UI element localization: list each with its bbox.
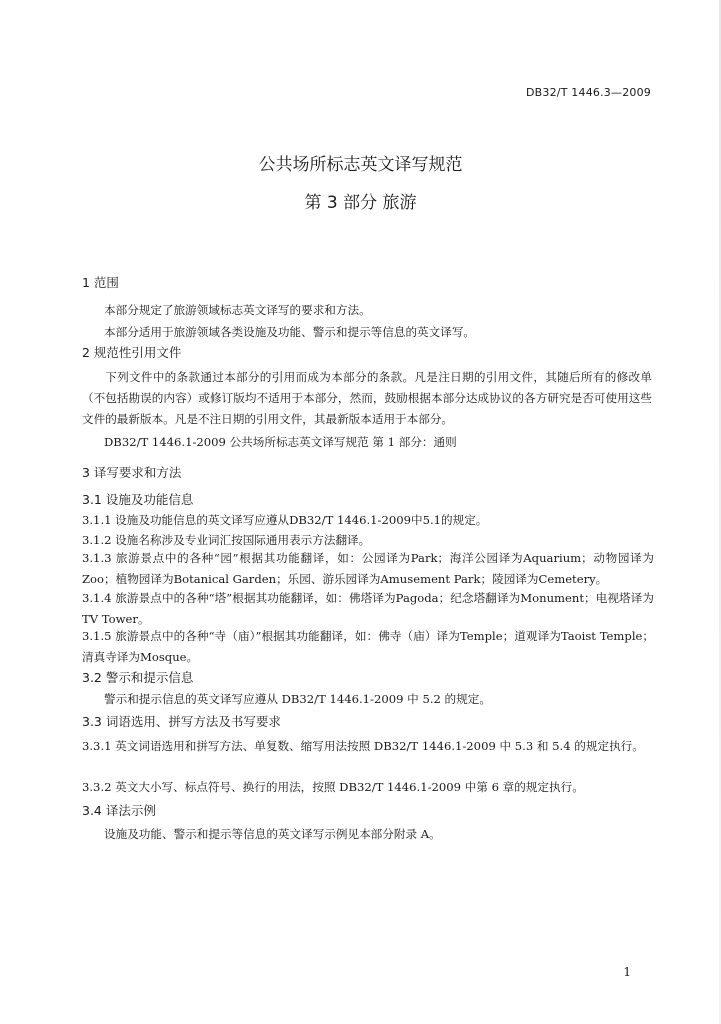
- clause-3-1-3: 3.1.3 旅游景点中的各种“园”根据其功能翻译，如：公园译为Park；海洋公园译为Aquarium；动物园译为Zoo；植物园译为Botanical Garden；乐园、游乐园译为Amusement Park；陵园译为Cemetery。: [82, 551, 654, 586]
- section-3-2-heading: 3.2 警示和提示信息: [82, 670, 194, 685]
- section-2-reference: DB32/T 1446.1-2009 公共场所标志英文译写规范 第 1 部分：通则: [104, 435, 457, 449]
- document-subtitle: 第 3 部分 旅游: [304, 193, 417, 213]
- section-3-1-heading: 3.1 设施及功能信息: [82, 492, 194, 507]
- section-3-4-heading: 3.4 译法示例: [82, 803, 156, 818]
- clause-3-1-5: 3.1.5 旅游景点中的各种“寺（庙）”根据其功能翻译，如：佛寺（庙）译为Temple；道观译为Taoist Temple；清真寺译为Mosque。: [82, 629, 654, 664]
- section-1-paragraph-1: 本部分规定了旅游领域标志英文译写的要求和方法。: [104, 303, 371, 317]
- page-number: 1: [623, 965, 631, 979]
- clause-3-3-1: 3.3.1 英文词语选用和拼写方法、单复数、缩写用法按照 DB32/T 1446.1-2009 中 5.3 和 5.4 的规定执行。: [82, 739, 644, 753]
- clause-3-1-2: 3.1.2 设施名称涉及专业词汇按国际通用表示方法翻译。: [82, 533, 371, 547]
- section-3-heading: 3 译写要求和方法: [82, 465, 182, 480]
- section-3-3-heading: 3.3 词语选用、拼写方法及书写要求: [82, 714, 281, 729]
- clause-3-3-2: 3.3.2 英文大小写、标点符号、换行的用法，按照 DB32/T 1446.1-2009 中第 6 章的规定执行。: [82, 780, 584, 794]
- document-id: DB32/T 1446.3—2009: [525, 86, 651, 99]
- clause-3-1-1: 3.1.1 设施及功能信息的英文译写应遵从DB32/T 1446.1-2009中5.1的规定。: [82, 513, 488, 527]
- section-2-paragraph-1: 下列文件中的条款通过本部分的引用而成为本部分的条款。凡是注日期的引用文件，其随后所有的修改单（不包括勘误的内容）或修订版均不适用于本部分，然而，鼓励根据本部分达成协议的各方研究是否可使用这些文件的最新版本。凡是不注日期的引用文件，其最新版本适用于本部分。: [82, 370, 652, 426]
- section-2-heading: 2 规范性引用文件: [82, 345, 182, 360]
- document-title: 公共场所标志英文译写规范: [258, 155, 463, 175]
- section-1-heading: 1 范围: [82, 275, 119, 290]
- section-1-paragraph-2: 本部分适用于旅游领域各类设施及功能、警示和提示等信息的英文译写。: [104, 325, 476, 339]
- section-3-4-paragraph: 设施及功能、警示和提示等信息的英文译写示例见本部分附录 A。: [104, 827, 441, 841]
- clause-3-1-4: 3.1.4 旅游景点中的各种“塔”根据其功能翻译，如：佛塔译为Pagoda；纪念塔翻译为Monument；电视塔译为TV Tower。: [82, 591, 654, 626]
- section-3-2-paragraph: 警示和提示信息的英文译写应遵从 DB32/T 1446.1-2009 中 5.2 的规定。: [104, 692, 491, 706]
